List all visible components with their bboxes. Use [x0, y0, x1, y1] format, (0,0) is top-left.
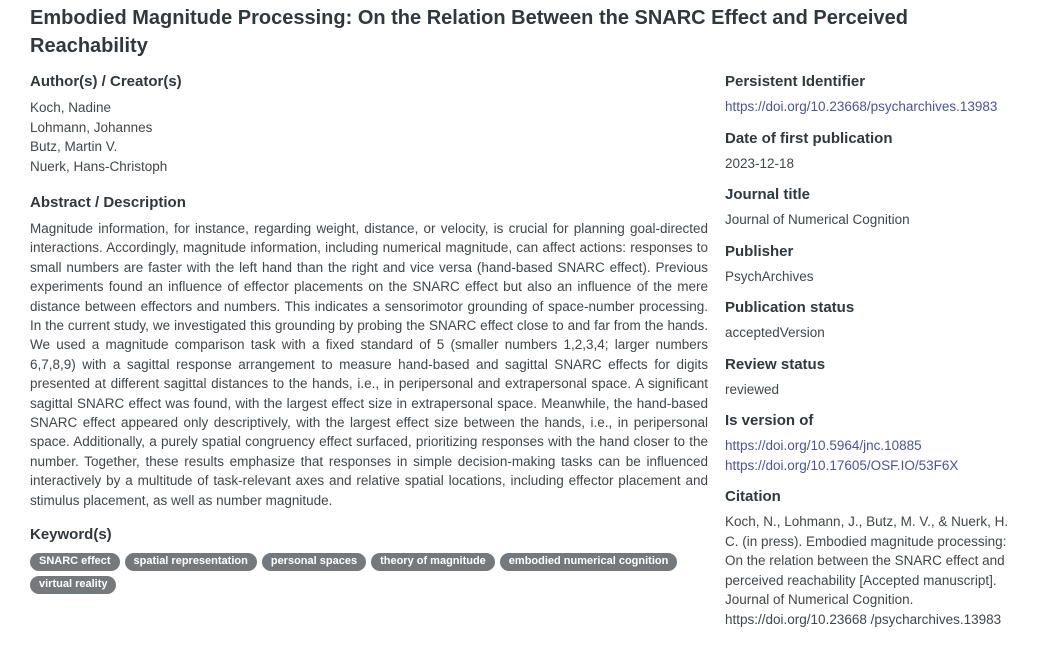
keyword-badge[interactable]: spatial representation [125, 553, 257, 571]
meta-label: Publication status [725, 299, 855, 316]
main-column [30, 72, 708, 641]
meta-value: acceptedVersion [725, 325, 825, 340]
meta-label: Journal title [725, 186, 811, 203]
doi-link[interactable]: https://doi.org/10.23668/psycharchives.13983 [725, 99, 998, 114]
authors-list [30, 98, 708, 176]
meta-section-is-version-of [725, 411, 1017, 475]
doi-link[interactable]: https://doi.org/10.17605/OSF.IO/53F6X [725, 457, 959, 473]
metadata-column [725, 72, 1017, 641]
abstract-text: Magnitude information, for instance, regarding weight, distance, or velocity, is crucial for planning goal-directed interactions. Accordingly, magnitude information, including numerical magnitude, can affect actions: responses to small numbers are faster with the left hand than the right and vice versa (hand-based SNARC effect). Previous experiments found an influence of effector placements on the SNARC effect but also an influence of the mere distance between effectors and numbers. This indicates a sensorimotor grounding of space-number processing. In the current study, we investigated this grounding by probing the SNARC effect close to and far from the hands. We used a magnitude comparison task with a fixed standard of 5 (smaller numbers 1,2,3,4; larger numbers 6,7,8,9) with a sagittal response arrangement to measure hand-based and sagittal SNARC effects for digits presented at different sagittal distances to the hands, i.e., in peripersonal and extrapersonal space. A significant sagittal SNARC effect was found, with the largest effect size in extrapersonal space. Meanwhile, the hand-based SNARC effect appeared only descriptively, with the largest effect size between the hands, i.e., in peripersonal space. Additionally, a purely spatial congruency effect surfaced, prioritizing responses with the hand closer to the number. Together, these results emphasize that responses in simple decision-making tasks can be influenced interactively by a multitude of task-relevant axes and relative spatial locations, including effector placement and stimulus placement, as well as number magnitude. [30, 221, 708, 508]
page-title: Embodied Magnitude Processing: On the Relation Between the SNARC Effect and Perceived Reachability [30, 7, 908, 57]
meta-label: Date of first publication [725, 129, 893, 147]
meta-value: PsychArchives [725, 268, 814, 284]
meta-section-review-status [725, 355, 1017, 400]
keywords-list [30, 553, 708, 594]
keyword-badge[interactable]: embodied numerical cognition [500, 553, 678, 571]
meta-section-publisher [725, 242, 1017, 287]
meta-label: Is version of [725, 412, 814, 429]
keywords-heading: Keyword(s) [30, 526, 112, 544]
meta-section-date-of-first-publication [725, 129, 1017, 174]
content-columns [30, 72, 1035, 641]
meta-label: Persistent Identifier [725, 73, 866, 90]
meta-value: 2023-12-18 [725, 155, 795, 171]
author-name: Nuerk, Hans-Christoph [30, 158, 168, 174]
keyword-badge[interactable]: theory of magnitude [371, 553, 495, 571]
meta-value: Koch, N., Lohmann, J., Butz, M. V., & Nuerk, H. C. (in press). Embodied magnitude processing: On the relation between the SNARC effect and perceived reachability [Accepted manuscript]. Journal of Numerical Cognition. https://doi.org/10.23668 /psycharchives.13983 [725, 514, 1009, 627]
meta-section-publication-status [725, 298, 1017, 343]
doi-link[interactable]: https://doi.org/10.5964/jnc.10885 [725, 438, 922, 453]
keyword-badge[interactable]: personal spaces [262, 553, 366, 571]
keyword-badge[interactable]: SNARC effect [30, 553, 120, 571]
keyword-badge[interactable]: virtual reality [30, 576, 116, 594]
authors-heading: Author(s) / Creator(s) [30, 73, 182, 90]
meta-label: Review status [725, 355, 826, 373]
meta-label: Citation [725, 488, 781, 505]
meta-section-persistent-identifier [725, 72, 1017, 117]
author-name: Koch, Nadine [30, 100, 112, 115]
meta-section-citation [725, 487, 1017, 629]
meta-value: Journal of Numerical Cognition [725, 212, 910, 227]
author-name: Lohmann, Johannes [30, 119, 153, 135]
abstract-heading: Abstract / Description [30, 194, 186, 211]
meta-value: reviewed [725, 381, 780, 397]
author-name: Butz, Martin V. [30, 139, 118, 154]
meta-label: Publisher [725, 242, 794, 260]
meta-section-journal-title [725, 185, 1017, 230]
